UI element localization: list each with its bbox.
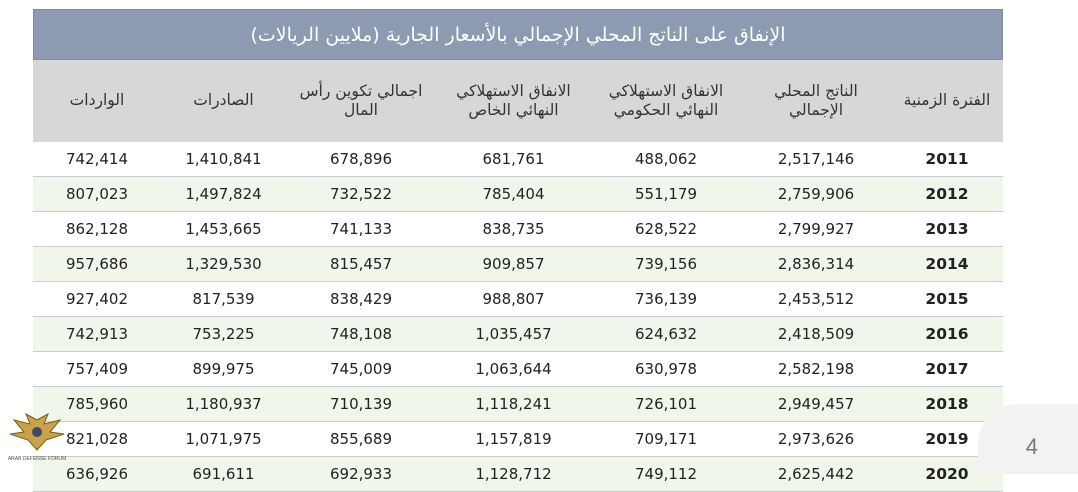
table-row [33, 142, 1003, 177]
value-cell: 988,807 [436, 282, 591, 317]
value-cell: 681,761 [436, 142, 591, 177]
value-cell: 838,429 [286, 282, 436, 317]
page-number: 4 [1025, 434, 1038, 459]
value-cell: 732,522 [286, 177, 436, 212]
column-header [891, 60, 1003, 142]
value-cell: 2,625,442 [741, 457, 891, 492]
value-cell: 821,028 [33, 422, 161, 457]
column-header [591, 60, 741, 142]
column-header [741, 60, 891, 142]
column-header [286, 60, 436, 142]
table-row [33, 282, 1003, 317]
table-body [33, 142, 1003, 492]
value-cell: 757,409 [33, 352, 161, 387]
value-cell: 2,582,198 [741, 352, 891, 387]
value-cell: 1,410,841 [161, 142, 286, 177]
column-header [161, 60, 286, 142]
header-row [33, 60, 1003, 142]
column-header-line: المال [344, 101, 378, 119]
year-cell: 2012 [891, 177, 1003, 212]
eagle-logo-icon [6, 410, 68, 470]
value-cell: 692,933 [286, 457, 436, 492]
year-cell: 2017 [891, 352, 1003, 387]
value-cell: 1,453,665 [161, 212, 286, 247]
value-cell: 691,611 [161, 457, 286, 492]
value-cell: 1,497,824 [161, 177, 286, 212]
table-row [33, 317, 1003, 352]
value-cell: 551,179 [591, 177, 741, 212]
table-row [33, 177, 1003, 212]
value-cell: 862,128 [33, 212, 161, 247]
table-row [33, 387, 1003, 422]
year-cell: 2015 [891, 282, 1003, 317]
year-cell: 2011 [891, 142, 1003, 177]
value-cell: 838,735 [436, 212, 591, 247]
value-cell: 899,975 [161, 352, 286, 387]
year-cell: 2019 [891, 422, 1003, 457]
year-cell: 2018 [891, 387, 1003, 422]
column-header [436, 60, 591, 142]
value-cell: 742,913 [33, 317, 161, 352]
value-cell: 807,023 [33, 177, 161, 212]
value-cell: 488,062 [591, 142, 741, 177]
value-cell: 2,973,626 [741, 422, 891, 457]
value-cell: 2,418,509 [741, 317, 891, 352]
value-cell: 741,133 [286, 212, 436, 247]
value-cell: 678,896 [286, 142, 436, 177]
value-cell: 785,960 [33, 387, 161, 422]
value-cell: 2,836,314 [741, 247, 891, 282]
column-header-line: الواردات [69, 91, 125, 110]
column-header-line: الانفاق الاستهلاكي [608, 81, 724, 100]
value-cell: 957,686 [33, 247, 161, 282]
value-cell: 817,539 [161, 282, 286, 317]
value-cell: 2,949,457 [741, 387, 891, 422]
table-row [33, 212, 1003, 247]
value-cell: 745,009 [286, 352, 436, 387]
value-cell: 628,522 [591, 212, 741, 247]
column-header-line: الفترة الزمنية [903, 91, 991, 110]
value-cell: 636,926 [33, 457, 161, 492]
value-cell: 2,799,927 [741, 212, 891, 247]
value-cell: 909,857 [436, 247, 591, 282]
value-cell: 630,978 [591, 352, 741, 387]
value-cell: 1,329,530 [161, 247, 286, 282]
value-cell: 2,517,146 [741, 142, 891, 177]
value-cell: 1,063,644 [436, 352, 591, 387]
value-cell: 748,108 [286, 317, 436, 352]
value-cell: 742,414 [33, 142, 161, 177]
column-header-line: الصادرات [193, 91, 254, 110]
column-header [33, 60, 161, 142]
logo-text: ARAB DEFENSE FORUM [7, 456, 67, 462]
year-cell: 2016 [891, 317, 1003, 352]
value-cell: 1,157,819 [436, 422, 591, 457]
year-cell: 2014 [891, 247, 1003, 282]
value-cell: 710,139 [286, 387, 436, 422]
value-cell: 739,156 [591, 247, 741, 282]
year-cell: 2013 [891, 212, 1003, 247]
value-cell: 855,689 [286, 422, 436, 457]
column-header-line: النهائي الخاص [468, 101, 559, 119]
value-cell: 2,759,906 [741, 177, 891, 212]
table-row [33, 247, 1003, 282]
value-cell: 624,632 [591, 317, 741, 352]
value-cell: 736,139 [591, 282, 741, 317]
value-cell: 749,112 [591, 457, 741, 492]
value-cell: 709,171 [591, 422, 741, 457]
value-cell: 1,180,937 [161, 387, 286, 422]
value-cell: 1,035,457 [436, 317, 591, 352]
year-cell: 2020 [891, 457, 1003, 492]
table-row [33, 352, 1003, 387]
value-cell: 753,225 [161, 317, 286, 352]
column-header-line: الانفاق الاستهلاكي [456, 81, 571, 100]
value-cell: 927,402 [33, 282, 161, 317]
value-cell: 1,118,241 [436, 387, 591, 422]
column-header-line: اجمالي تكوين رأس [299, 81, 423, 100]
table-title: الإنفاق على الناتج المحلي الإجمالي بالأسعار الجارية (ملايين الريالات) [33, 9, 1003, 60]
value-cell: 2,453,512 [741, 282, 891, 317]
table-row [33, 457, 1003, 492]
value-cell: 785,404 [436, 177, 591, 212]
value-cell: 726,101 [591, 387, 741, 422]
column-header-line: الناتج المحلي [774, 81, 858, 100]
gdp-expenditure-table-container [33, 9, 1003, 492]
table-row [33, 422, 1003, 457]
value-cell: 1,128,712 [436, 457, 591, 492]
gdp-expenditure-table [33, 60, 1003, 492]
column-header-line: النهائي الحكومي [613, 101, 719, 119]
value-cell: 1,071,975 [161, 422, 286, 457]
value-cell: 815,457 [286, 247, 436, 282]
column-header-line: الإجمالي [788, 101, 844, 119]
